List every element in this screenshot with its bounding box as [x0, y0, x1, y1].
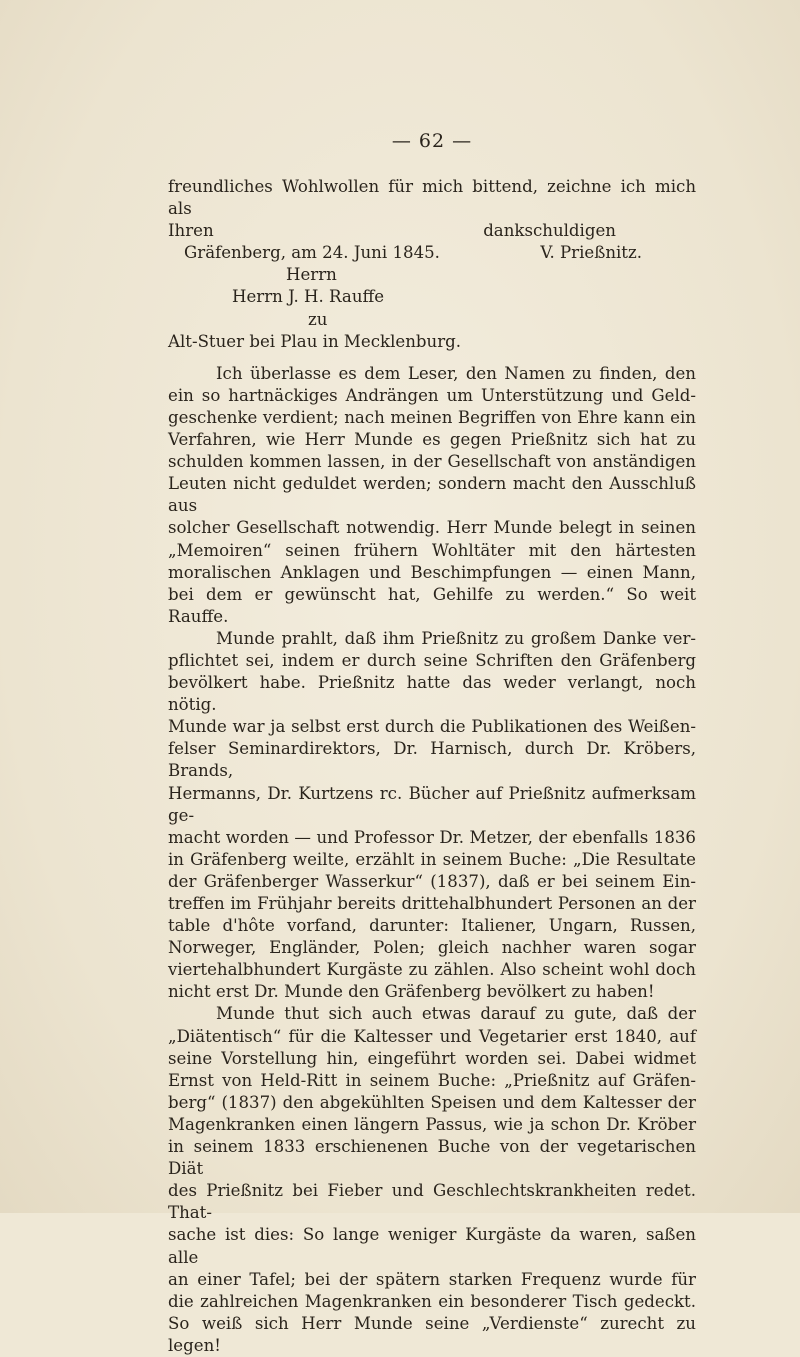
text-line: „Memoiren“ seinen frühern Wohltäter mit den härtesten — [168, 540, 696, 560]
text-line: seine Vorstellung hin, eingeführt worden sei. Dabei widmet — [168, 1048, 696, 1068]
text-line: nicht erst Dr. Munde den Gräfenberg bevölkert zu haben! — [168, 982, 655, 1002]
text-line: geschenke verdient; nach meinen Begriffen von Ehre kann ein — [168, 407, 696, 427]
text-line: macht worden — und Professor Dr. Metzer, der ebenfalls 1836 — [168, 827, 696, 847]
text-line: bei dem er gewünscht hat, Gehilfe zu werden.“ So weit Rauffe. — [168, 584, 696, 626]
addressee-name: Herrn J. H. Rauffe — [232, 287, 385, 307]
addressee-place: Alt-Stuer bei Plau in Mecklenburg. — [168, 331, 462, 351]
text-line: Norweger, Engländer, Polen; gleich nachher waren sogar — [168, 938, 696, 958]
text-line: schulden kommen lassen, in der Gesellschaft von anständigen — [168, 452, 696, 472]
text-line: viertehalbhundert Kurgäste zu zählen. Also scheint wohl doch — [168, 960, 696, 980]
paragraph — [168, 1003, 696, 1357]
text-line: sache ist dies: So lange weniger Kurgäste da waren, saßen alle — [168, 1225, 696, 1267]
closing-dankschuldigen: dankschuldigen — [483, 221, 616, 241]
text-line: bevölkert habe. Prießnitz hatte das weder verlangt, noch nötig. — [168, 673, 696, 715]
text-line: Munde prahlt, daß ihm Prießnitz zu großem Danke ver- — [216, 628, 696, 648]
closing-line: freundliches Wohlwollen für mich bittend, zeichne ich mich als — [168, 177, 696, 219]
text-line: Verfahren, wie Herr Munde es gegen Prießnitz sich hat zu — [168, 430, 696, 450]
text-line: in seinem 1833 erschienenen Buche von der vegetarischen Diät — [168, 1137, 696, 1179]
addressee-herrn: Herrn — [286, 265, 337, 285]
text-line: moralischen Anklagen und Beschimpfungen — einen Mann, — [168, 562, 696, 582]
text-line: in Gräfenberg weilte, erzählt in seinem Buche: „Die Resultate — [168, 849, 696, 869]
page-body — [168, 176, 696, 1357]
closing-ihren: Ihren — [168, 221, 214, 241]
text-line: ein so hartnäckiges Andrängen um Unterstützung und Geld- — [168, 385, 696, 405]
place-date: Gräfenberg, am 24. Juni 1845. — [184, 243, 440, 263]
paragraph — [168, 628, 696, 1004]
addressee-zu: zu — [308, 309, 328, 329]
text-line: Hermanns, Dr. Kurtzens rc. Bücher auf Prießnitz aufmerksam ge- — [168, 783, 696, 825]
text-line: Munde war ja selbst erst durch die Publikationen des Weißen- — [168, 717, 696, 737]
text-line: Magenkranken einen längern Passus, wie ja schon Dr. Kröber — [168, 1114, 696, 1134]
text-line: an einer Tafel; bei der spätern starken Frequenz wurde für — [168, 1269, 696, 1289]
place-date-signature-row — [168, 242, 696, 264]
text-line: der Gräfenberger Wasserkur“ (1837), daß er bei seinem Ein- — [168, 871, 696, 891]
closing-salutation-row — [168, 220, 696, 242]
text-line: felser Seminardirektors, Dr. Harnisch, durch Dr. Kröbers, Brands, — [168, 739, 696, 781]
page-number-header: — 62 — — [391, 130, 473, 152]
text-line: berg“ (1837) den abgekühlten Speisen und dem Kaltesser der — [168, 1092, 696, 1112]
text-line: Munde thut sich auch etwas darauf zu gute, daß der — [216, 1004, 696, 1024]
signature: V. Prießnitz. — [540, 243, 642, 263]
paragraph — [168, 363, 696, 628]
text-line: So weiß sich Herr Munde seine „Verdienste“ zurecht zu legen! — [168, 1313, 696, 1355]
text-line: Ernst von Held-Ritt in seinem Buche: „Prießnitz auf Gräfen- — [168, 1070, 696, 1090]
text-line: table d'hôte vorfand, darunter: Italiener, Ungarn, Russen, — [168, 916, 696, 936]
text-line: „Diätentisch“ für die Kaltesser und Vegetarier erst 1840, auf — [168, 1026, 696, 1046]
text-line: des Prießnitz bei Fieber und Geschlechtskrankheiten redet. That- — [168, 1181, 696, 1223]
text-line: die zahlreichen Magenkranken ein besonderer Tisch gedeckt. — [168, 1291, 696, 1311]
text-line: Ich überlasse es dem Leser, den Namen zu finden, den — [216, 363, 696, 383]
text-line: Leuten nicht geduldet werden; sondern macht den Ausschluß aus — [168, 474, 696, 516]
text-line: treffen im Frühjahr bereits drittehalbhundert Personen an der — [168, 894, 696, 913]
text-line: pflichtet sei, indem er durch seine Schriften den Gräfenberg — [168, 650, 696, 670]
text-line: solcher Gesellschaft notwendig. Herr Munde belegt in seinen — [168, 518, 696, 538]
